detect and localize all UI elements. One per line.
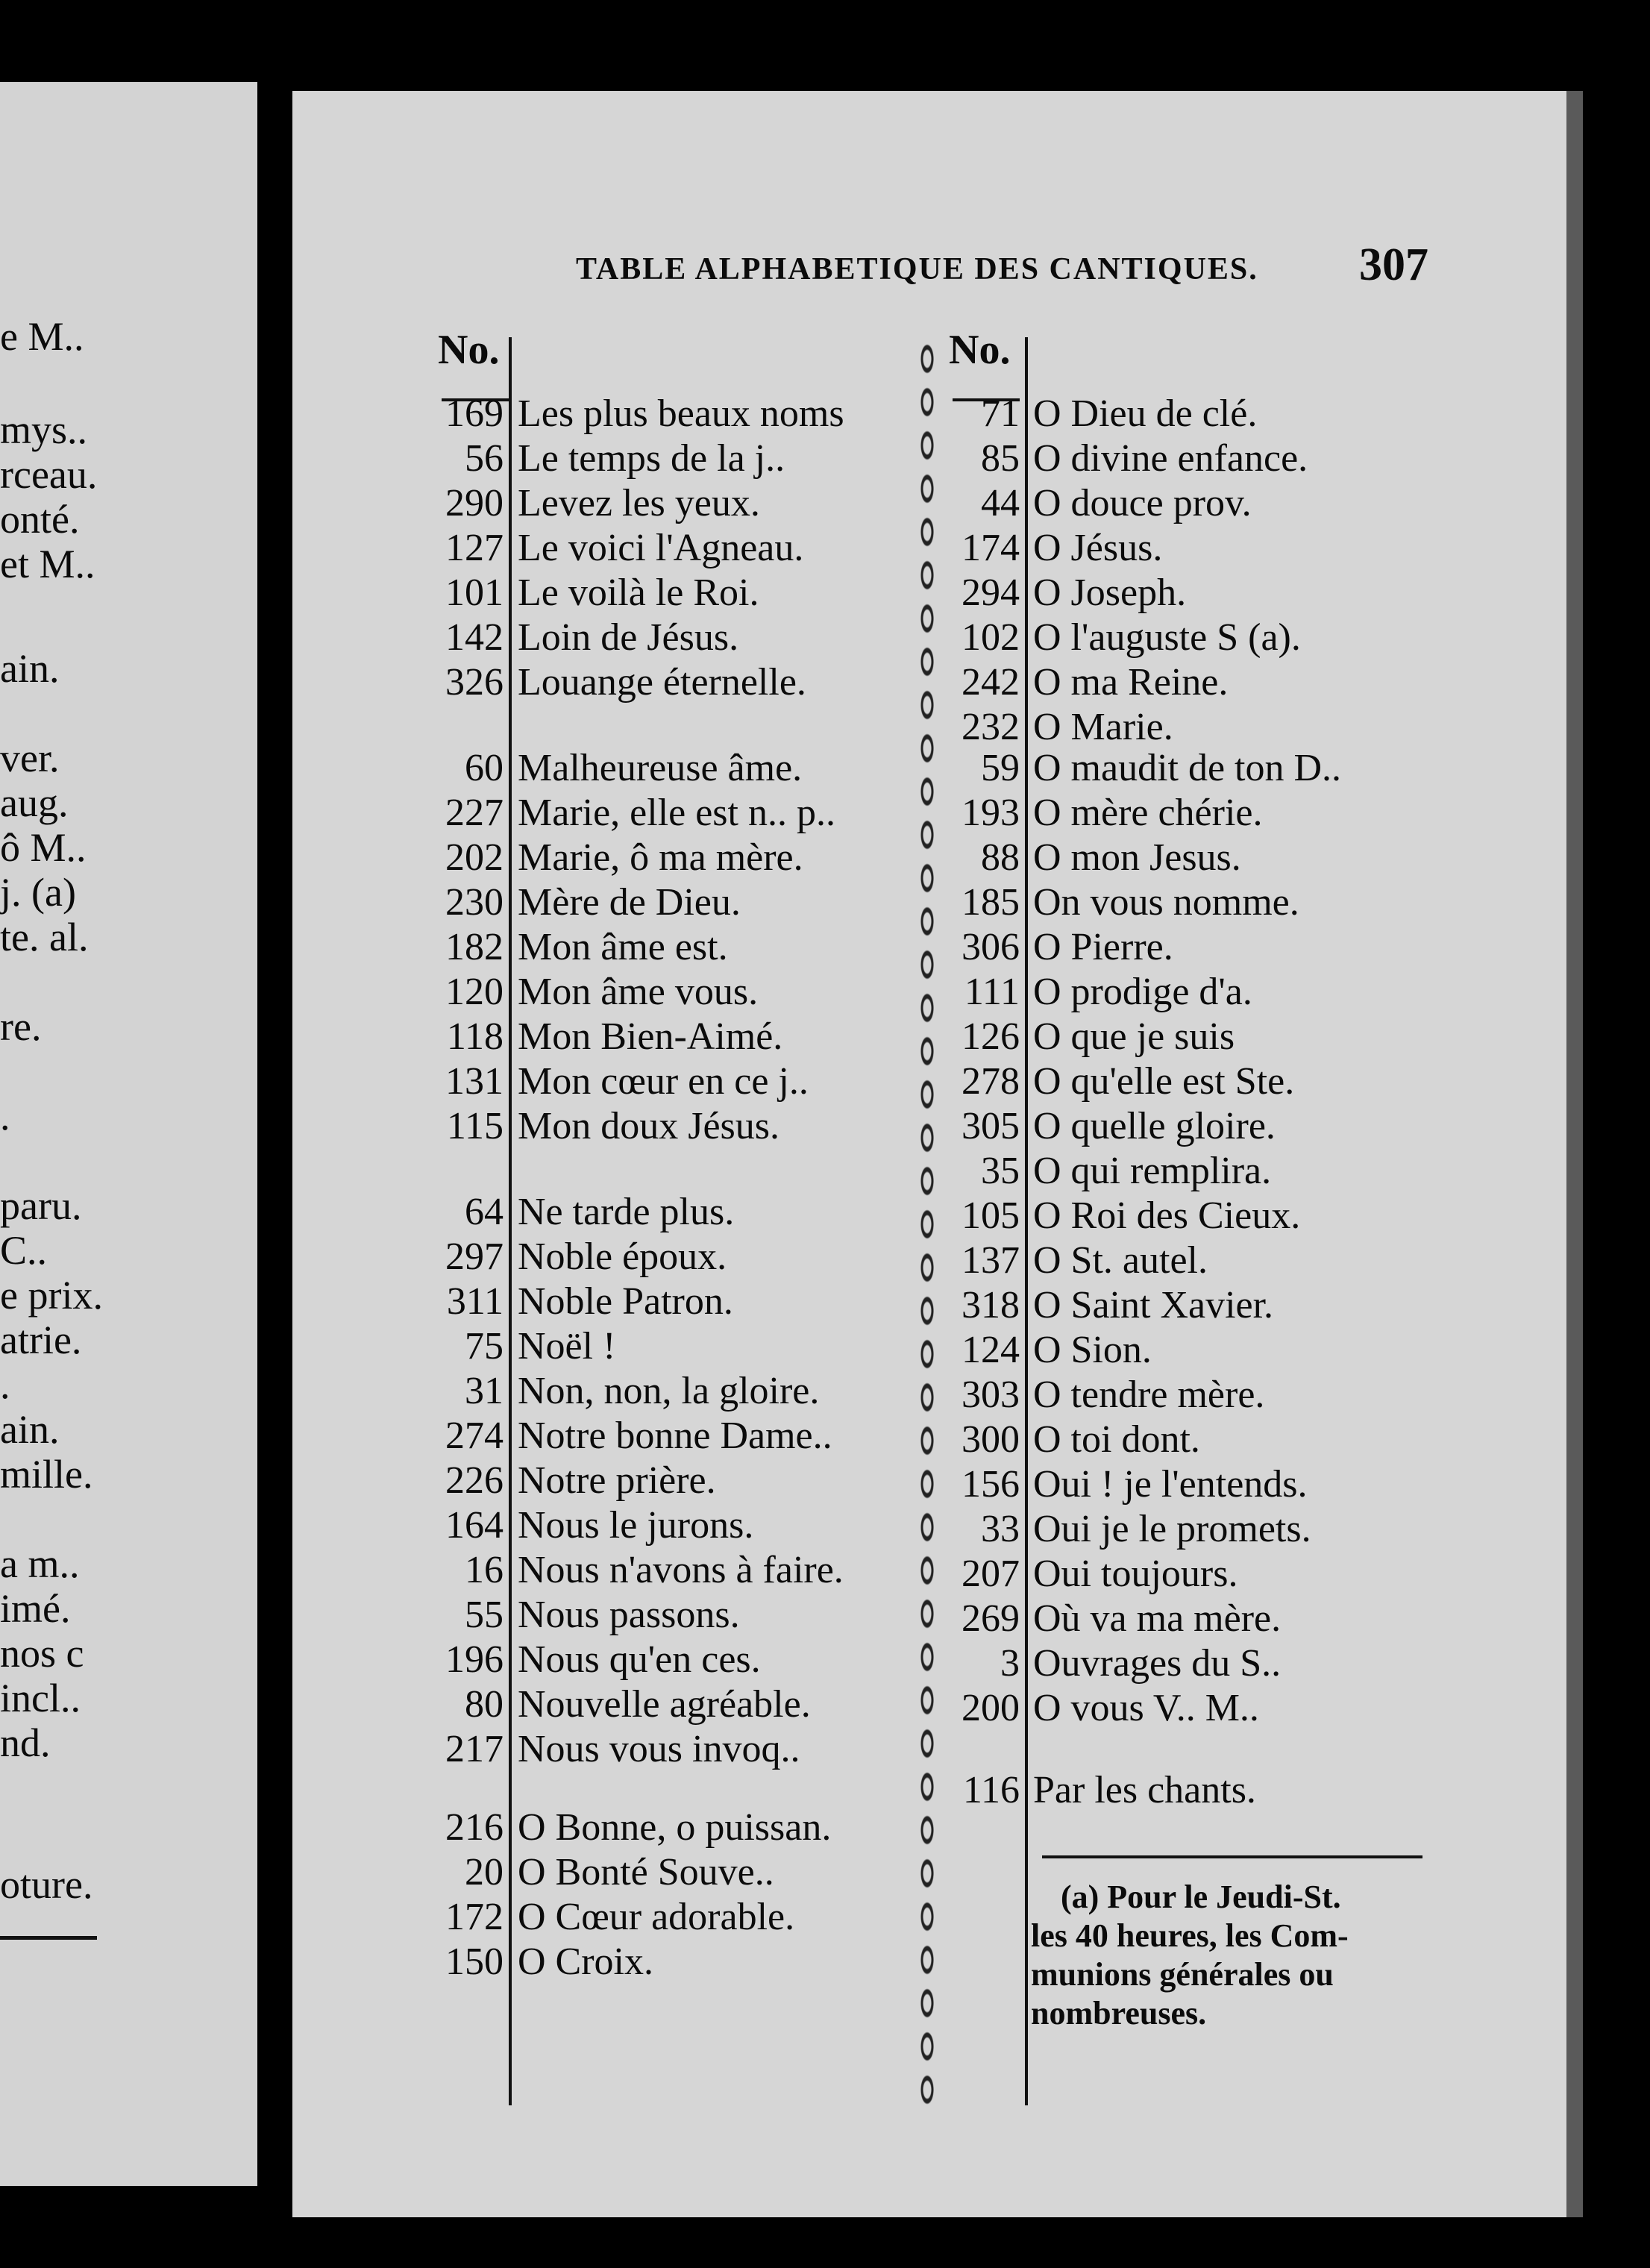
hymn-number: 44 xyxy=(981,482,1020,524)
hymn-title: Non, non, la gloire. xyxy=(518,1370,820,1412)
hymn-number: 124 xyxy=(962,1329,1020,1371)
hymn-title: Louange éternelle. xyxy=(518,661,806,704)
hymn-title: Mon doux Jésus. xyxy=(518,1105,780,1147)
hymn-title: Noble Patron. xyxy=(518,1280,733,1323)
hymn-title: Mère de Dieu. xyxy=(518,881,741,924)
hymn-number: 216 xyxy=(445,1806,504,1849)
index-entry xyxy=(292,1194,1560,1238)
hymn-title: Mon Bien-Aimé. xyxy=(518,1015,783,1058)
fragment-line: ain. xyxy=(0,1407,60,1452)
fragment-line: . xyxy=(0,1362,10,1407)
hymn-title: Oui toujours. xyxy=(1033,1553,1238,1595)
hymn-title: Levez les yeux. xyxy=(518,482,760,524)
hymn-title: Les plus beaux noms xyxy=(518,392,844,435)
hymn-title: On vous nomme. xyxy=(1033,881,1299,924)
hymn-number: 305 xyxy=(962,1105,1020,1147)
fragment-line: nd. xyxy=(0,1720,51,1765)
hymn-title: Noble époux. xyxy=(518,1235,727,1278)
hymn-title: Ne tarde plus. xyxy=(518,1191,735,1233)
footnote xyxy=(1031,1878,1449,2033)
hymn-number: 274 xyxy=(445,1415,504,1457)
index-entry xyxy=(292,571,1560,615)
hymn-title: O St. autel. xyxy=(1033,1239,1208,1282)
hymn-title: Nous passons. xyxy=(518,1594,740,1636)
hymn-title: O mon Jesus. xyxy=(1033,836,1241,879)
fragment-line: onté. xyxy=(0,497,80,542)
fragment-line: re. xyxy=(0,1004,42,1049)
left-no-heading: No. xyxy=(438,327,500,373)
hymn-number: 118 xyxy=(446,1015,504,1058)
hymn-title: O maudit de ton D.. xyxy=(1033,747,1342,789)
hymn-number: 294 xyxy=(962,571,1020,614)
page-number: 307 xyxy=(1359,239,1428,290)
hymn-number: 31 xyxy=(465,1370,504,1412)
hymn-number: 217 xyxy=(445,1728,504,1770)
hymn-number: 227 xyxy=(445,792,504,834)
hymn-number: 230 xyxy=(445,881,504,924)
index-entry xyxy=(292,1597,1560,1641)
hymn-title: Nous qu'en ces. xyxy=(518,1638,761,1681)
hymn-number: 182 xyxy=(445,926,504,968)
fragment-line: nos c xyxy=(0,1631,84,1676)
index-entry xyxy=(292,1552,1560,1597)
hymn-number: 20 xyxy=(465,1851,504,1893)
hymn-number: 326 xyxy=(445,661,504,704)
hymn-number: 311 xyxy=(446,1280,504,1323)
index-entry xyxy=(292,1686,1560,1731)
fragment-line: e M.. xyxy=(0,314,84,359)
index-entry xyxy=(292,481,1560,526)
index-entry xyxy=(292,526,1560,571)
hymn-title: Oui ! je l'entends. xyxy=(1033,1463,1308,1506)
hymn-number: 193 xyxy=(962,792,1020,834)
index-entry xyxy=(292,705,1560,750)
hymn-title: O Pierre. xyxy=(1033,926,1173,968)
hymn-number: 196 xyxy=(445,1638,504,1681)
hymn-number: 169 xyxy=(445,392,504,435)
hymn-title: Mon âme est. xyxy=(518,926,728,968)
hymn-number: 226 xyxy=(445,1459,504,1502)
hymn-title: O Saint Xavier. xyxy=(1033,1284,1274,1326)
hymn-title: O Sion. xyxy=(1033,1329,1152,1371)
hymn-title: O prodige d'a. xyxy=(1033,971,1252,1013)
hymn-title: Par les chants. xyxy=(1033,1769,1256,1811)
hymn-number: 278 xyxy=(962,1060,1020,1103)
hymn-number: 242 xyxy=(962,661,1020,704)
hymn-number: 55 xyxy=(465,1594,504,1636)
hymn-number: 88 xyxy=(981,836,1020,879)
hymn-title: O Bonté Souve.. xyxy=(518,1851,774,1893)
hymn-title: O Croix. xyxy=(518,1940,653,1983)
fragment-line: aug. xyxy=(0,780,69,825)
fragment-line: . xyxy=(0,1094,10,1138)
hymn-title: O toi dont. xyxy=(1033,1418,1200,1461)
hymn-number: 120 xyxy=(445,971,504,1013)
fragment-line: atrie. xyxy=(0,1318,82,1362)
hymn-title: Nouvelle agréable. xyxy=(518,1683,811,1726)
footnote-rule xyxy=(1042,1855,1422,1858)
index-entry xyxy=(292,660,1560,705)
index-entry xyxy=(292,1104,1560,1149)
footnote-line: les 40 heures, les Com- xyxy=(1031,1917,1349,1954)
hymn-title: Malheureuse âme. xyxy=(518,747,803,789)
footnote-line: (a) Pour le Jeudi-St. xyxy=(1061,1879,1341,1915)
hymn-number: 300 xyxy=(962,1418,1020,1461)
hymn-title: O Marie. xyxy=(1033,706,1173,748)
index-entry xyxy=(292,436,1560,481)
hymn-number: 131 xyxy=(445,1060,504,1103)
fragment-line: e prix. xyxy=(0,1273,103,1318)
fragment-line: a m.. xyxy=(0,1541,80,1586)
hymn-number: 102 xyxy=(962,616,1020,659)
hymn-number: 126 xyxy=(962,1015,1020,1058)
hymn-number: 185 xyxy=(962,881,1020,924)
hymn-number: 207 xyxy=(962,1553,1020,1595)
index-entry xyxy=(292,1768,1560,1813)
hymn-number: 164 xyxy=(445,1504,504,1547)
index-entry xyxy=(292,970,1560,1015)
hymn-title: Notre prière. xyxy=(518,1459,716,1502)
hymn-number: 290 xyxy=(445,482,504,524)
hymn-number: 35 xyxy=(981,1150,1020,1192)
left-page-rule xyxy=(0,1936,97,1940)
index-entry xyxy=(292,615,1560,660)
hymn-title: O tendre mère. xyxy=(1033,1373,1265,1416)
hymn-number: 16 xyxy=(465,1549,504,1591)
hymn-title: O ma Reine. xyxy=(1033,661,1229,704)
index-entry xyxy=(292,1328,1560,1373)
hymn-title: Le voilà le Roi. xyxy=(518,571,759,614)
hymn-title: Noël ! xyxy=(518,1325,616,1368)
fragment-line: et M.. xyxy=(0,542,95,586)
index-entry xyxy=(292,1015,1560,1059)
hymn-number: 33 xyxy=(981,1508,1020,1550)
hymn-title: Nous vous invoq.. xyxy=(518,1728,800,1770)
hymn-title: Le voici l'Agneau. xyxy=(518,527,804,569)
hymn-title: O divine enfance. xyxy=(1033,437,1308,480)
hymn-number: 56 xyxy=(465,437,504,480)
fragment-line: te. al. xyxy=(0,915,89,959)
hymn-number: 115 xyxy=(446,1105,504,1147)
hymn-number: 174 xyxy=(962,527,1020,569)
hymn-title: O Joseph. xyxy=(1033,571,1187,614)
hymn-title: Mon cœur en ce j.. xyxy=(518,1060,809,1103)
hymn-title: O quelle gloire. xyxy=(1033,1105,1276,1147)
index-entry xyxy=(292,1462,1560,1507)
hymn-number: 59 xyxy=(981,747,1020,789)
index-entry xyxy=(292,925,1560,970)
hymn-title: Ouvrages du S.. xyxy=(1033,1642,1282,1685)
hymn-title: Nous n'avons à faire. xyxy=(518,1549,844,1591)
hymn-number: 137 xyxy=(962,1239,1020,1282)
hymn-number: 75 xyxy=(465,1325,504,1368)
running-title: TABLE ALPHABETIQUE DES CANTIQUES. xyxy=(576,252,1258,286)
hymn-title: O que je suis xyxy=(1033,1015,1235,1058)
fragment-line: incl.. xyxy=(0,1676,81,1720)
index-entry xyxy=(292,746,1560,791)
hymn-title: O qu'elle est Ste. xyxy=(1033,1060,1295,1103)
hymn-title: O Roi des Cieux. xyxy=(1033,1194,1301,1237)
hymn-number: 60 xyxy=(465,747,504,789)
fragment-line: C.. xyxy=(0,1228,48,1273)
hymn-number: 101 xyxy=(445,571,504,614)
hymn-number: 306 xyxy=(962,926,1020,968)
index-entry xyxy=(292,791,1560,836)
hymn-number: 202 xyxy=(445,836,504,879)
fragment-line: oture. xyxy=(0,1862,93,1907)
index-entry xyxy=(292,1238,1560,1283)
adjacent-page-fragment xyxy=(0,82,257,2186)
fragment-line: mille. xyxy=(0,1452,93,1497)
hymn-title: O Jésus. xyxy=(1033,527,1163,569)
hymn-title: Oui je le promets. xyxy=(1033,1508,1311,1550)
hymn-title: Notre bonne Dame.. xyxy=(518,1415,832,1457)
fragment-line: j. (a) xyxy=(0,870,76,915)
index-entry xyxy=(292,1641,1560,1686)
fragment-line: ô M.. xyxy=(0,825,87,870)
fragment-line: ver. xyxy=(0,736,60,780)
hymn-number: 80 xyxy=(465,1683,504,1726)
hymn-number: 303 xyxy=(962,1373,1020,1416)
index-entry xyxy=(292,880,1560,925)
page-edge xyxy=(1566,91,1583,2217)
book-page xyxy=(292,91,1577,2217)
hymn-title: Loin de Jésus. xyxy=(518,616,739,659)
hymn-number: 3 xyxy=(1000,1642,1020,1685)
hymn-number: 150 xyxy=(445,1940,504,1983)
index-entry xyxy=(292,1418,1560,1462)
index-entry xyxy=(292,1059,1560,1104)
index-entry xyxy=(292,392,1560,436)
hymn-title: O qui remplira. xyxy=(1033,1150,1272,1192)
hymn-number: 105 xyxy=(962,1194,1020,1237)
fragment-line: imé. xyxy=(0,1586,71,1631)
hymn-number: 85 xyxy=(981,437,1020,480)
index-entry xyxy=(292,836,1560,880)
hymn-title: O mère chérie. xyxy=(1033,792,1263,834)
hymn-number: 297 xyxy=(445,1235,504,1278)
footnote-line: munions générales ou xyxy=(1031,1956,1334,1993)
hymn-number: 111 xyxy=(964,971,1020,1013)
index-entry xyxy=(292,1373,1560,1418)
fragment-line: mys.. xyxy=(0,407,88,452)
hymn-title: Le temps de la j.. xyxy=(518,437,785,480)
hymn-number: 64 xyxy=(465,1191,504,1233)
hymn-number: 200 xyxy=(962,1687,1020,1729)
hymn-title: Mon âme vous. xyxy=(518,971,759,1013)
hymn-title: O douce prov. xyxy=(1033,482,1252,524)
hymn-number: 71 xyxy=(981,392,1020,435)
hymn-number: 156 xyxy=(962,1463,1020,1506)
fragment-line: paru. xyxy=(0,1183,82,1228)
hymn-title: O l'auguste S (a). xyxy=(1033,616,1301,659)
index-entry xyxy=(292,1507,1560,1552)
hymn-number: 232 xyxy=(962,706,1020,748)
hymn-number: 318 xyxy=(962,1284,1020,1326)
index-entry xyxy=(292,1149,1560,1194)
hymn-number: 172 xyxy=(445,1896,504,1938)
hymn-number: 142 xyxy=(445,616,504,659)
hymn-title: Marie, ô ma mère. xyxy=(518,836,803,879)
fragment-line: rceau. xyxy=(0,452,98,497)
hymn-title: O Bonne, o puissan. xyxy=(518,1806,832,1849)
hymn-title: O vous V.. M.. xyxy=(1033,1687,1259,1729)
hymn-title: Marie, elle est n.. p.. xyxy=(518,792,835,834)
hymn-number: 127 xyxy=(445,527,504,569)
hymn-number: 116 xyxy=(962,1769,1020,1811)
fragment-line: ain. xyxy=(0,646,60,691)
right-no-heading: No. xyxy=(949,327,1011,373)
index-entry xyxy=(292,1727,1560,1772)
index-entry xyxy=(292,1283,1560,1328)
hymn-title: O Dieu de clé. xyxy=(1033,392,1258,435)
hymn-title: Où va ma mère. xyxy=(1033,1597,1282,1640)
hymn-number: 269 xyxy=(962,1597,1020,1640)
hymn-title: O Cœur adorable. xyxy=(518,1896,795,1938)
hymn-title: Nous le jurons. xyxy=(518,1504,754,1547)
footnote-line: nombreuses. xyxy=(1031,1995,1207,2032)
